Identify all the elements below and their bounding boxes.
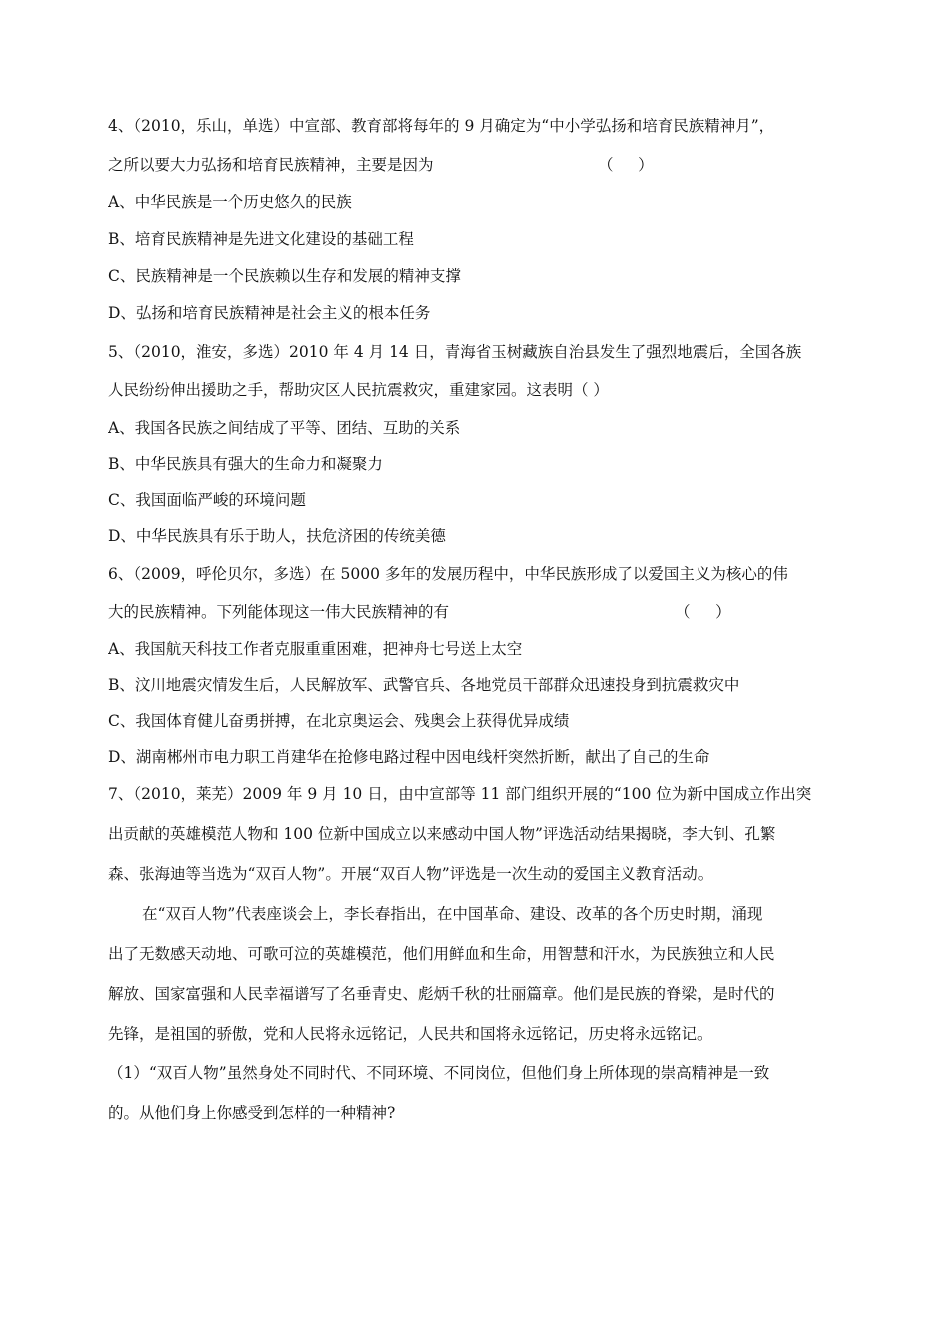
q6-option-a: A、我国航天科技工作者克服重重困难，把神舟七号送上太空: [108, 640, 523, 658]
q4-stem-line2: 之所以要大力弘扬和培育民族精神，主要是因为: [108, 156, 434, 174]
q7-paragraph-line2: 出了无数感天动地、可歌可泣的英雄模范，他们用鲜血和生命，用智慧和汗水，为民族独立和人民: [108, 945, 775, 963]
q7-paragraph-line3: 解放、国家富强和人民幸福谱写了名垂青史、彪炳千秋的壮丽篇章。他们是民族的脊梁，是时代的: [108, 985, 775, 1003]
q6-option-b: B、汶川地震灾情发生后，人民解放军、武警官兵、各地党员干部群众迅速投身到抗震救灾中: [108, 676, 740, 694]
q7-stem-line1: 7、（2010，莱芜）2009 年 9 月 10 日，由中宣部等 11 部门组织开展的“100 位为新中国成立作出突: [108, 785, 812, 803]
q7-paragraph-line1: 在“双百人物”代表座谈会上，李长春指出，在中国革命、建设、改革的各个历史时期，涌现: [142, 905, 763, 923]
q6-stem-line2: 大的民族精神。下列能体现这一伟大民族精神的有: [108, 603, 450, 621]
q4-stem-line1: 4、（2010，乐山，单选）中宣部、教育部将每年的 9 月确定为“中小学弘扬和培育民族精神月”，: [108, 117, 775, 135]
q6-option-c: C、我国体育健儿奋勇拼搏，在北京奥运会、残奥会上获得优异成绩: [108, 712, 570, 730]
q4-option-c: C、民族精神是一个民族赖以生存和发展的精神支撑: [108, 267, 461, 285]
q5-stem-line1: 5、（2010，淮安，多选）2010 年 4 月 14 日，青海省玉树藏族自治县发生了强烈地震后，全国各族: [108, 343, 802, 361]
q7-sub1-line1: （1）“双百人物”虽然身处不同时代、不同环境、不同岗位，但他们身上所体现的崇高精神是一致: [108, 1064, 770, 1082]
q4-option-b: B、培育民族精神是先进文化建设的基础工程: [108, 230, 414, 248]
q7-paragraph-line4: 先锋，是祖国的骄傲，党和人民将永远铭记，人民共和国将永远铭记，历史将永远铭记。: [108, 1025, 713, 1043]
q5-stem-line2: 人民纷纷伸出援助之手，帮助灾区人民抗震救灾，重建家园。这表明（ ）: [108, 381, 609, 399]
q7-stem-line3: 森、张海迪等当选为“双百人物”。开展“双百人物”评选是一次生动的爱国主义教育活动。: [108, 865, 714, 883]
q4-answer-paren: （ ）: [598, 156, 654, 174]
q7-stem-line2: 出贡献的英雄模范人物和 100 位新中国成立以来感动中国人物”评选活动结果揭晓，李大钊、孔繁: [108, 825, 776, 843]
q6-option-d: D、湖南郴州市电力职工肖建华在抢修电路过程中因电线杆突然折断，献出了自己的生命: [108, 748, 710, 766]
q5-option-c: C、我国面临严峻的环境问题: [108, 491, 306, 509]
q6-answer-paren: （ ）: [675, 603, 731, 621]
q5-option-b: B、中华民族具有强大的生命力和凝聚力: [108, 455, 383, 473]
q4-option-a: A、中华民族是一个历史悠久的民族: [108, 193, 352, 211]
q6-stem-line1: 6、（2009，呼伦贝尔，多选）在 5000 多年的发展历程中，中华民族形成了以爱国主义为核心的伟: [108, 565, 788, 583]
q5-option-d: D、中华民族具有乐于助人，扶危济困的传统美德: [108, 527, 446, 545]
q7-sub1-line2: 的。从他们身上你感受到怎样的一种精神?: [108, 1104, 396, 1122]
q5-option-a: A、我国各民族之间结成了平等、团结、互助的关系: [108, 419, 461, 437]
q4-option-d: D、弘扬和培育民族精神是社会主义的根本任务: [108, 304, 431, 322]
